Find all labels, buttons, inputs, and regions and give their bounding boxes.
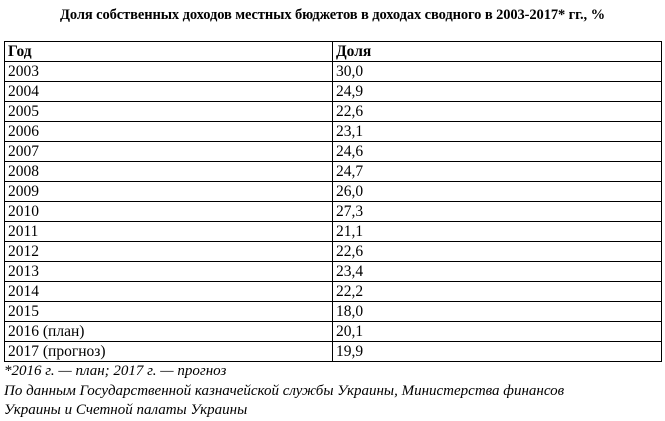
share-cell: 22,6 [333,242,662,262]
year-cell: 2004 [5,82,333,102]
table-title: Доля собственных доходов местных бюджетов в доходах сводного в 2003-2017* гг., % [60,7,605,23]
year-cell: 2012 [5,242,333,262]
share-cell: 21,1 [333,222,662,242]
share-cell: 22,2 [333,282,662,302]
table-row [5,242,662,262]
source-line-2: Украины и Счетной палаты Украины [4,402,248,418]
table-row [5,122,662,142]
table-row [5,142,662,162]
year-cell: 2008 [5,162,333,182]
year-cell: 2005 [5,102,333,122]
table-row [5,182,662,202]
share-cell: 18,0 [333,302,662,322]
year-cell: 2009 [5,182,333,202]
share-cell: 22,6 [333,102,662,122]
share-cell: 24,6 [333,142,662,162]
notes [4,362,664,421]
table-row [5,302,662,322]
share-cell: 24,9 [333,82,662,102]
table-row [5,162,662,182]
header-share: Доля [333,42,662,62]
year-cell: 2011 [5,222,333,242]
year-cell: 2016 (план) [5,322,333,342]
header-year: Год [5,42,333,62]
share-cell: 27,3 [333,202,662,222]
table-row [5,222,662,242]
header-row [5,42,662,62]
share-cell: 26,0 [333,182,662,202]
year-cell: 2006 [5,122,333,142]
table-row [5,262,662,282]
table-row [5,282,662,302]
table-row [5,102,662,122]
share-cell: 23,4 [333,262,662,282]
share-cell: 30,0 [333,62,662,82]
year-cell: 2010 [5,202,333,222]
year-cell: 2003 [5,62,333,82]
year-cell: 2014 [5,282,333,302]
table-body [5,62,662,362]
table-row [5,62,662,82]
table-row [5,322,662,342]
table-row [5,82,662,102]
data-table [4,41,662,362]
share-cell: 19,9 [333,342,662,362]
source-line-1: По данным Государственной казначейской службы Украины, Министерства финансов [4,382,565,399]
year-cell: 2017 (прогноз) [5,342,333,362]
year-cell: 2013 [5,262,333,282]
share-cell: 23,1 [333,122,662,142]
year-cell: 2007 [5,142,333,162]
year-cell: 2015 [5,302,333,322]
share-cell: 20,1 [333,322,662,342]
table-row [5,342,662,362]
share-cell: 24,7 [333,162,662,182]
footnote: *2016 г. — план; 2017 г. — прогноз [4,363,227,379]
table-row [5,202,662,222]
